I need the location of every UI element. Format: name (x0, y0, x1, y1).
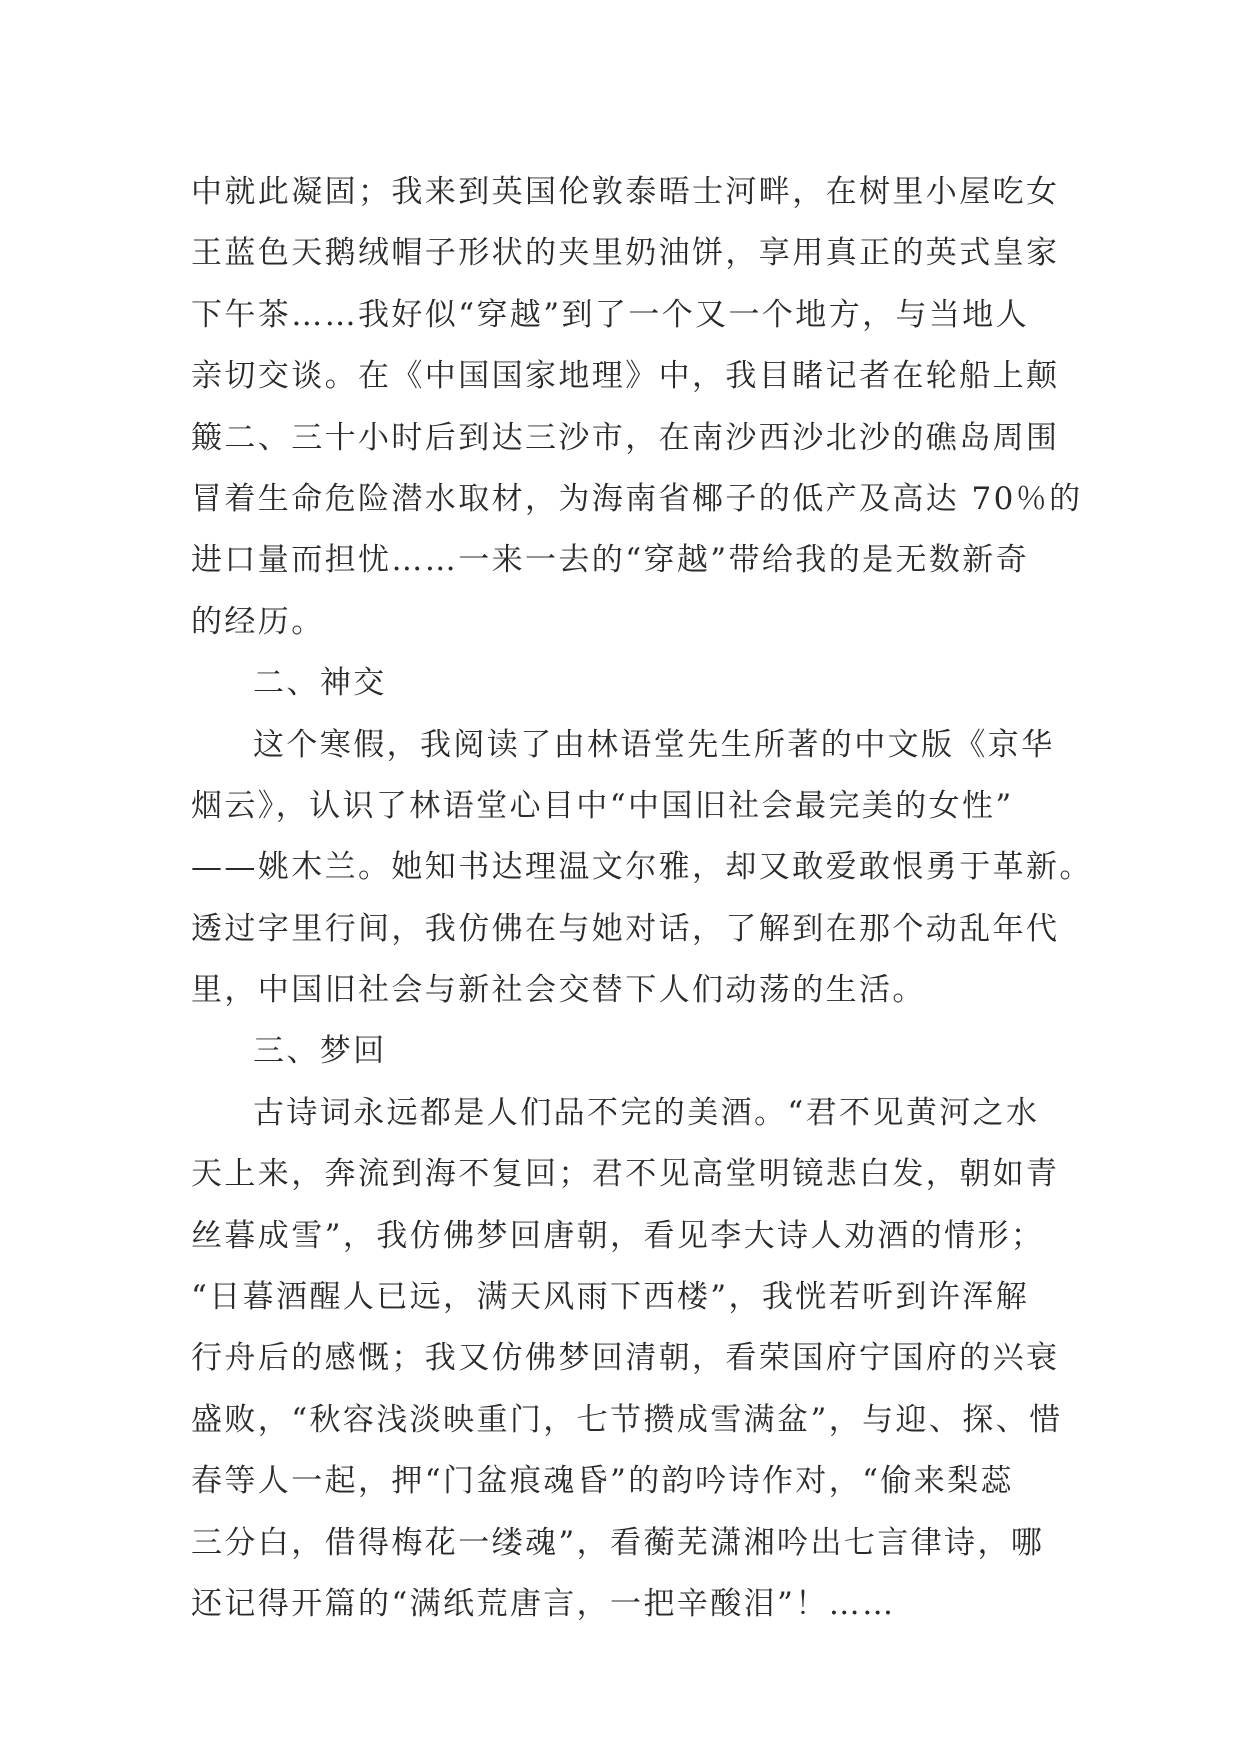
text-line: 天上来，奔流到海不复回；君不见高堂明镜悲白发，朝如青 (191, 1156, 1060, 1193)
text-line: 春等人一起，押“门盆痕魂昏”的韵吟诗作对，“偷来梨蕊 (191, 1463, 1014, 1500)
text-line: 冒着生命危险潜水取材，为海南省椰子的低产及高达 70％的 (191, 480, 1083, 517)
text-line: 进口量而担忧……一来一去的“穿越”带给我的是无数新奇 (191, 542, 1030, 579)
text-line: ——姚木兰。她知书达理温文尔雅，却又敢爱敢恨勇于革新。 (191, 849, 1093, 886)
text-line: 王蓝色天鹅绒帽子形状的夹里奶油饼，享用真正的英式皇家 (191, 235, 1060, 272)
text-line: 还记得开篇的“满纸荒唐言，一把辛酸泪”！…… (191, 1585, 896, 1622)
text-line: 亲切交谈。在《中国国家地理》中，我目睹记者在轮船上颠 (191, 358, 1060, 395)
text-line: 的经历。 (191, 603, 325, 640)
text-line: 透过字里行间，我仿佛在与她对话，了解到在那个动乱年代 (191, 910, 1060, 947)
text-line: 三分白，借得梅花一缕魂”，看蘅芜潇湘吟出七言律诗，哪 (191, 1524, 1045, 1561)
document-body (191, 162, 1093, 1635)
text-line: 中就此凝固；我来到英国伦敦泰晤士河畔，在树里小屋吃女 (191, 174, 1060, 210)
text-line: 行舟后的感慨；我又仿佛梦回清朝，看荣国府宁国府的兴衰 (191, 1340, 1060, 1377)
text-line: 盛败，“秋容浅淡映重门，七节攒成雪满盆”，与迎、探、惜 (191, 1401, 1063, 1438)
paragraph-first-line: 这个寒假，我阅读了由林语堂先生所著的中文版《京华 (253, 726, 1055, 763)
section-heading: 二、神交 (253, 665, 387, 702)
text-line: “日暮酒醒人已远，满天风雨下西楼”，我恍若听到许浑解 (191, 1279, 1030, 1316)
text-line: 簸二、三十小时后到达三沙市，在南沙西沙北沙的礁岛周围 (191, 419, 1060, 456)
text-line: 丝暮成雪”，我仿佛梦回唐朝，看见李大诗人劝酒的情形； (191, 1217, 1045, 1254)
section-heading: 三、梦回 (253, 1033, 387, 1070)
text-line: 烟云》，认识了林语堂心目中“中国旧社会最完美的女性” (191, 787, 1014, 824)
text-line: 下午茶……我好似“穿越”到了一个又一个地方，与当地人 (191, 296, 1030, 333)
paragraph-first-line: 古诗词永远都是人们品不完的美酒。“君不见黄河之水 (253, 1094, 1040, 1131)
text-line: 里，中国旧社会与新社会交替下人们动荡的生活。 (191, 972, 926, 1009)
